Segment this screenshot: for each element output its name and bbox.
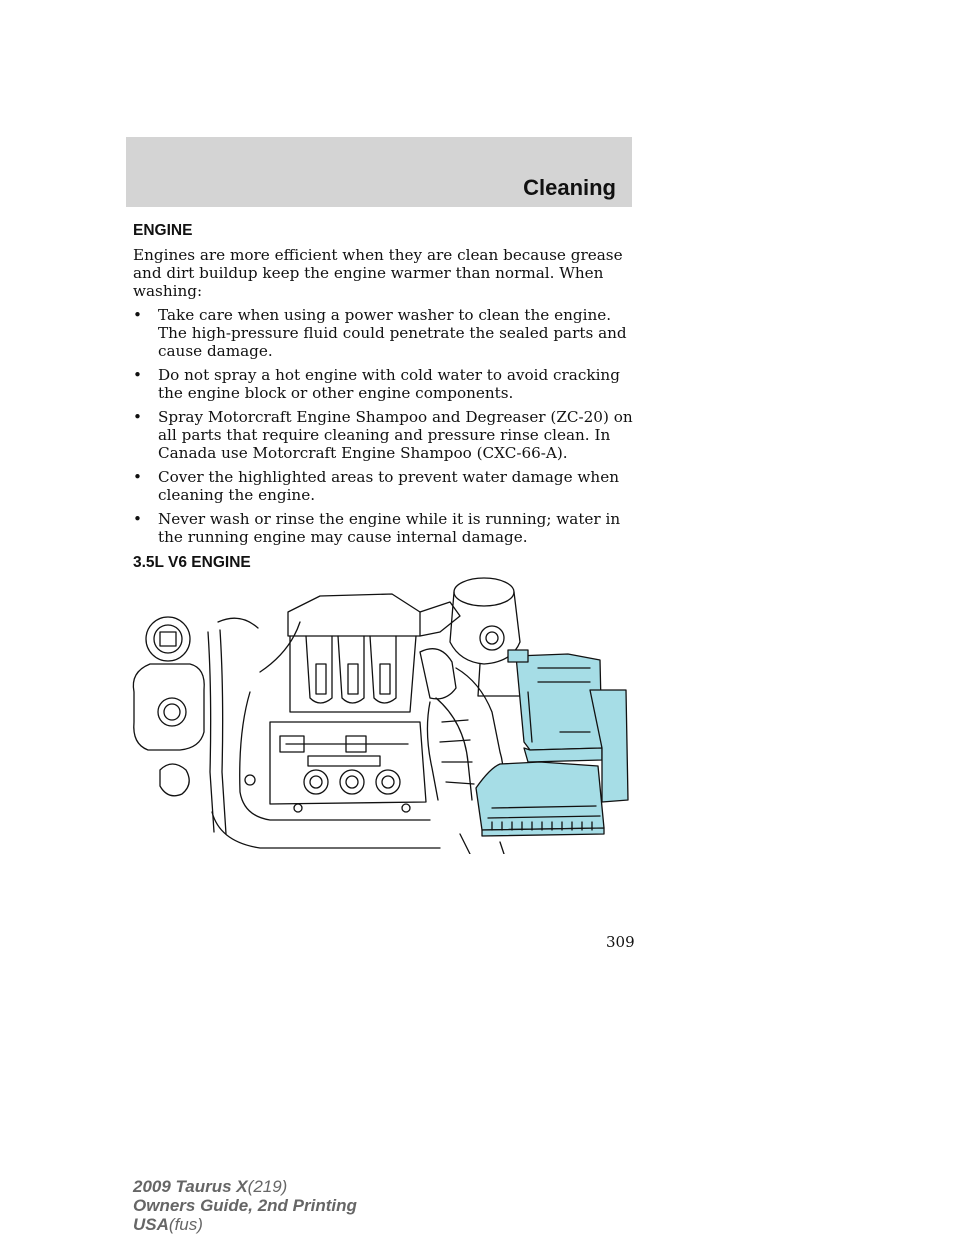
page-number: 309: [606, 933, 635, 951]
list-item-text: Take care when using a power washer to clean the engine. The high-pressure fluid could penetrate the sealed parts and cause damage.: [158, 306, 627, 360]
washing-tips-list: [133, 306, 633, 546]
bullet-icon: •: [133, 306, 142, 324]
list-item: [133, 306, 633, 360]
coolant-reservoir-icon: [133, 617, 204, 796]
intake-manifold-icon: [240, 594, 460, 820]
list-item-text: Never wash or rinse the engine while it is running; water in the running engine may cause internal damage.: [158, 510, 621, 546]
figure-heading: 3.5L V6 ENGINE: [133, 554, 251, 571]
footer-model: 2009 Taurus X: [133, 1177, 248, 1196]
list-item: [133, 408, 633, 462]
bullet-icon: •: [133, 408, 142, 426]
list-item: [133, 510, 633, 546]
footer-market: USA: [133, 1215, 169, 1234]
air-filter-housing-icon: [450, 578, 522, 696]
document-footer: [133, 1177, 357, 1234]
list-item-text: Cover the highlighted areas to prevent water damage when cleaning the engine.: [158, 468, 619, 504]
list-item: [133, 468, 633, 504]
bullet-icon: •: [133, 510, 142, 528]
footer-model-code: (219): [247, 1177, 288, 1196]
section-title: Cleaning: [523, 175, 616, 200]
list-item-text: Spray Motorcraft Engine Shampoo and Degreaser (ZC-20) on all parts that require cleaning and pressure rinse clean. In Canada use Motorcraft Engine Shampoo (CXC-66-A).: [158, 408, 633, 462]
list-item-text: Do not spray a hot engine with cold water to avoid cracking the engine block or other engine components.: [158, 366, 620, 402]
footer-market-code: (fus): [168, 1215, 203, 1234]
engine-intro: Engines are more efficient when they are clean because grease and dirt buildup keep the engine warmer than normal. When washing:: [133, 246, 623, 300]
fuse-box-icon: [476, 762, 604, 836]
main-content: [133, 222, 633, 578]
engine-heading: ENGINE: [133, 222, 193, 239]
bullet-icon: •: [133, 366, 142, 384]
footer-guide: Owners Guide, 2nd Printing: [133, 1196, 357, 1215]
list-item: [133, 366, 633, 402]
engine-illustration: [120, 572, 640, 854]
section-header-band: [126, 137, 632, 207]
bullet-icon: •: [133, 468, 142, 486]
